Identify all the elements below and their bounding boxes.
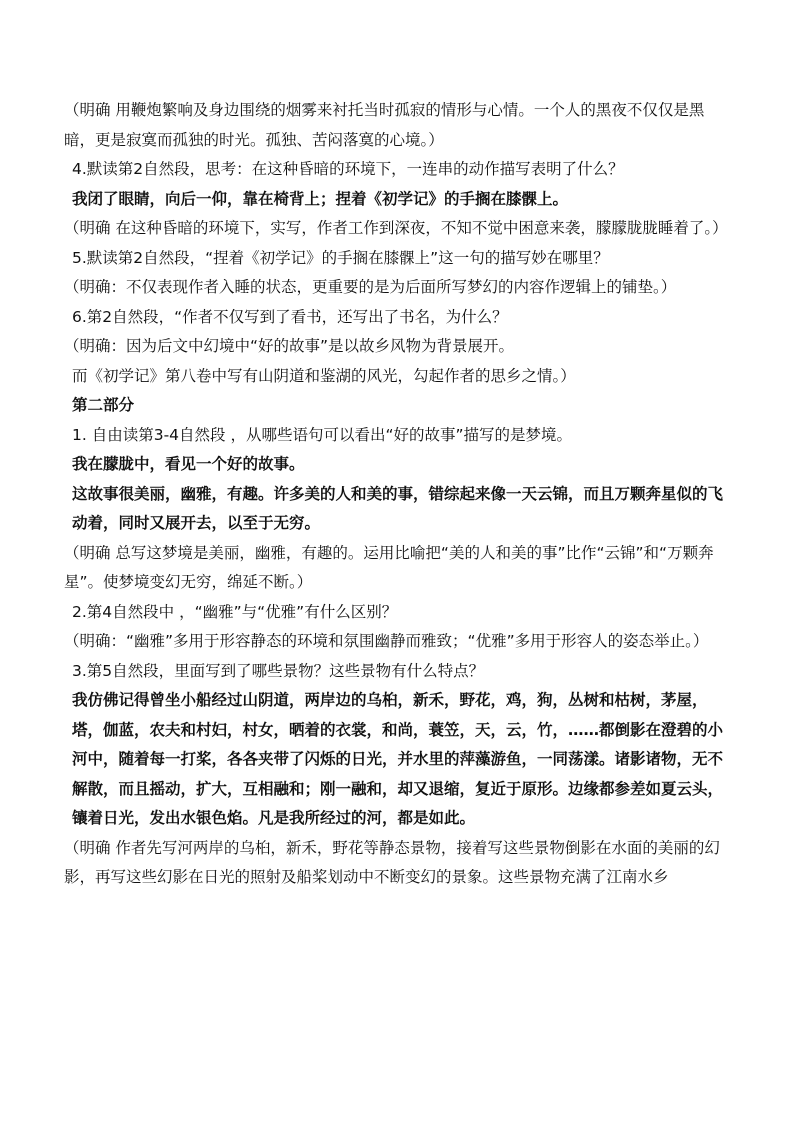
- quote-4: 我仿佛记得曾坐小船经过山阴道，两岸边的乌桕，新禾，野花，鸡，狗，丛树和枯树，茅屋，塔，伽蓝，农夫和村妇，村女，晒着的衣裳，和尚，蓑笠，天，云，竹，……都倒影在澄碧的小河中，随着每一打桨，各各夹带了闪烁的日光，并水里的萍藻游鱼，一同荡漾。诸影诸物，无不解散，而且摇动，扩大，互相融和；刚一融和，却又退缩，复近于原形。边缘都参差如夏云头，镶着日光，发出水银色焰。凡是我所经过的河，都是如此。: [72, 691, 724, 827]
- quote-2: 我在朦胧中，看见一个好的故事。: [72, 455, 305, 473]
- answer-paragraph-2: （明确 在这种昏暗的环境下，实写，作者工作到深夜，不知不觉中困意来袭，朦朦胧胧睡着了。）: [64, 219, 728, 237]
- answer-paragraph-3: （明确：不仅表现作者入睡的状态，更重要的是为后面所写梦幻的内容作逻辑上的铺垫。）: [64, 278, 677, 296]
- answer-paragraph-1: （明确 用鞭炮繁响及身边围绕的烟雾来衬托当时孤寂的情形与心情。一个人的黑夜不仅仅是黑暗，更是寂寞而孤独的时光。孤独、苦闷落寞的心境。）: [64, 101, 705, 149]
- question-5: 5.默读第2自然段，“捏着《初学记》的手搁在膝髁上”这一句的描写妙在哪里？: [72, 248, 609, 267]
- question-2: 2.第4自然段中 ，“幽雅”与“优雅”有什么区别？: [72, 602, 398, 621]
- question-1: 1. 自由读第3-4自然段 ，从哪些语句可以看出“好的故事”描写的是梦境。: [72, 425, 573, 444]
- quote-1: 我闭了眼睛，向后一仰，靠在椅背上；捏着《初学记》的手搁在膝髁上。: [72, 189, 569, 208]
- answer-paragraph-4a: （明确：因为后文中幻境中“好的故事”是以故乡风物为背景展开。: [64, 337, 515, 355]
- section-heading: 第二部分: [72, 396, 135, 414]
- document-page: [64, 96, 732, 893]
- answer-paragraph-5: （明确 总写这梦境是美丽，幽雅，有趣的。运用比喻把“美的人和美的事”比作“云锦”和“万颗奔星”。使梦境变幻无穷，绵延不断。）: [64, 543, 714, 591]
- quote-3: 这故事很美丽，幽雅，有趣。许多美的人和美的事，错综起来像一天云锦，而且万颗奔星似的飞动着，同时又展开去，以至于无穷。: [72, 484, 724, 532]
- answer-paragraph-7: （明确 作者先写河两岸的乌桕，新禾，野花等静态景物，接着写这些景物倒影在水面的美丽的幻影，再写这些幻影在日光的照射及船桨划动中不断变幻的景象。这些景物充满了江南水乡: [64, 838, 720, 886]
- answer-paragraph-6: （明确：“幽雅”多用于形容静态的环境和氛围幽静而雅致；“优雅”多用于形容人的姿态举止。）: [64, 632, 709, 650]
- answer-paragraph-4b: 而《初学记》第八卷中写有山阴道和鉴湖的风光，勾起作者的思乡之情。）: [72, 366, 576, 385]
- question-6: 6.第2自然段，“作者不仅写到了看书，还写出了书名，为什么？: [72, 307, 508, 326]
- question-3: 3.第5自然段，里面写到了哪些景物？这些景物有什么特点？: [72, 661, 485, 680]
- question-4: 4.默读第2自然段，思考：在这种昏暗的环境下，一连串的动作描写表明了什么？: [72, 160, 624, 178]
